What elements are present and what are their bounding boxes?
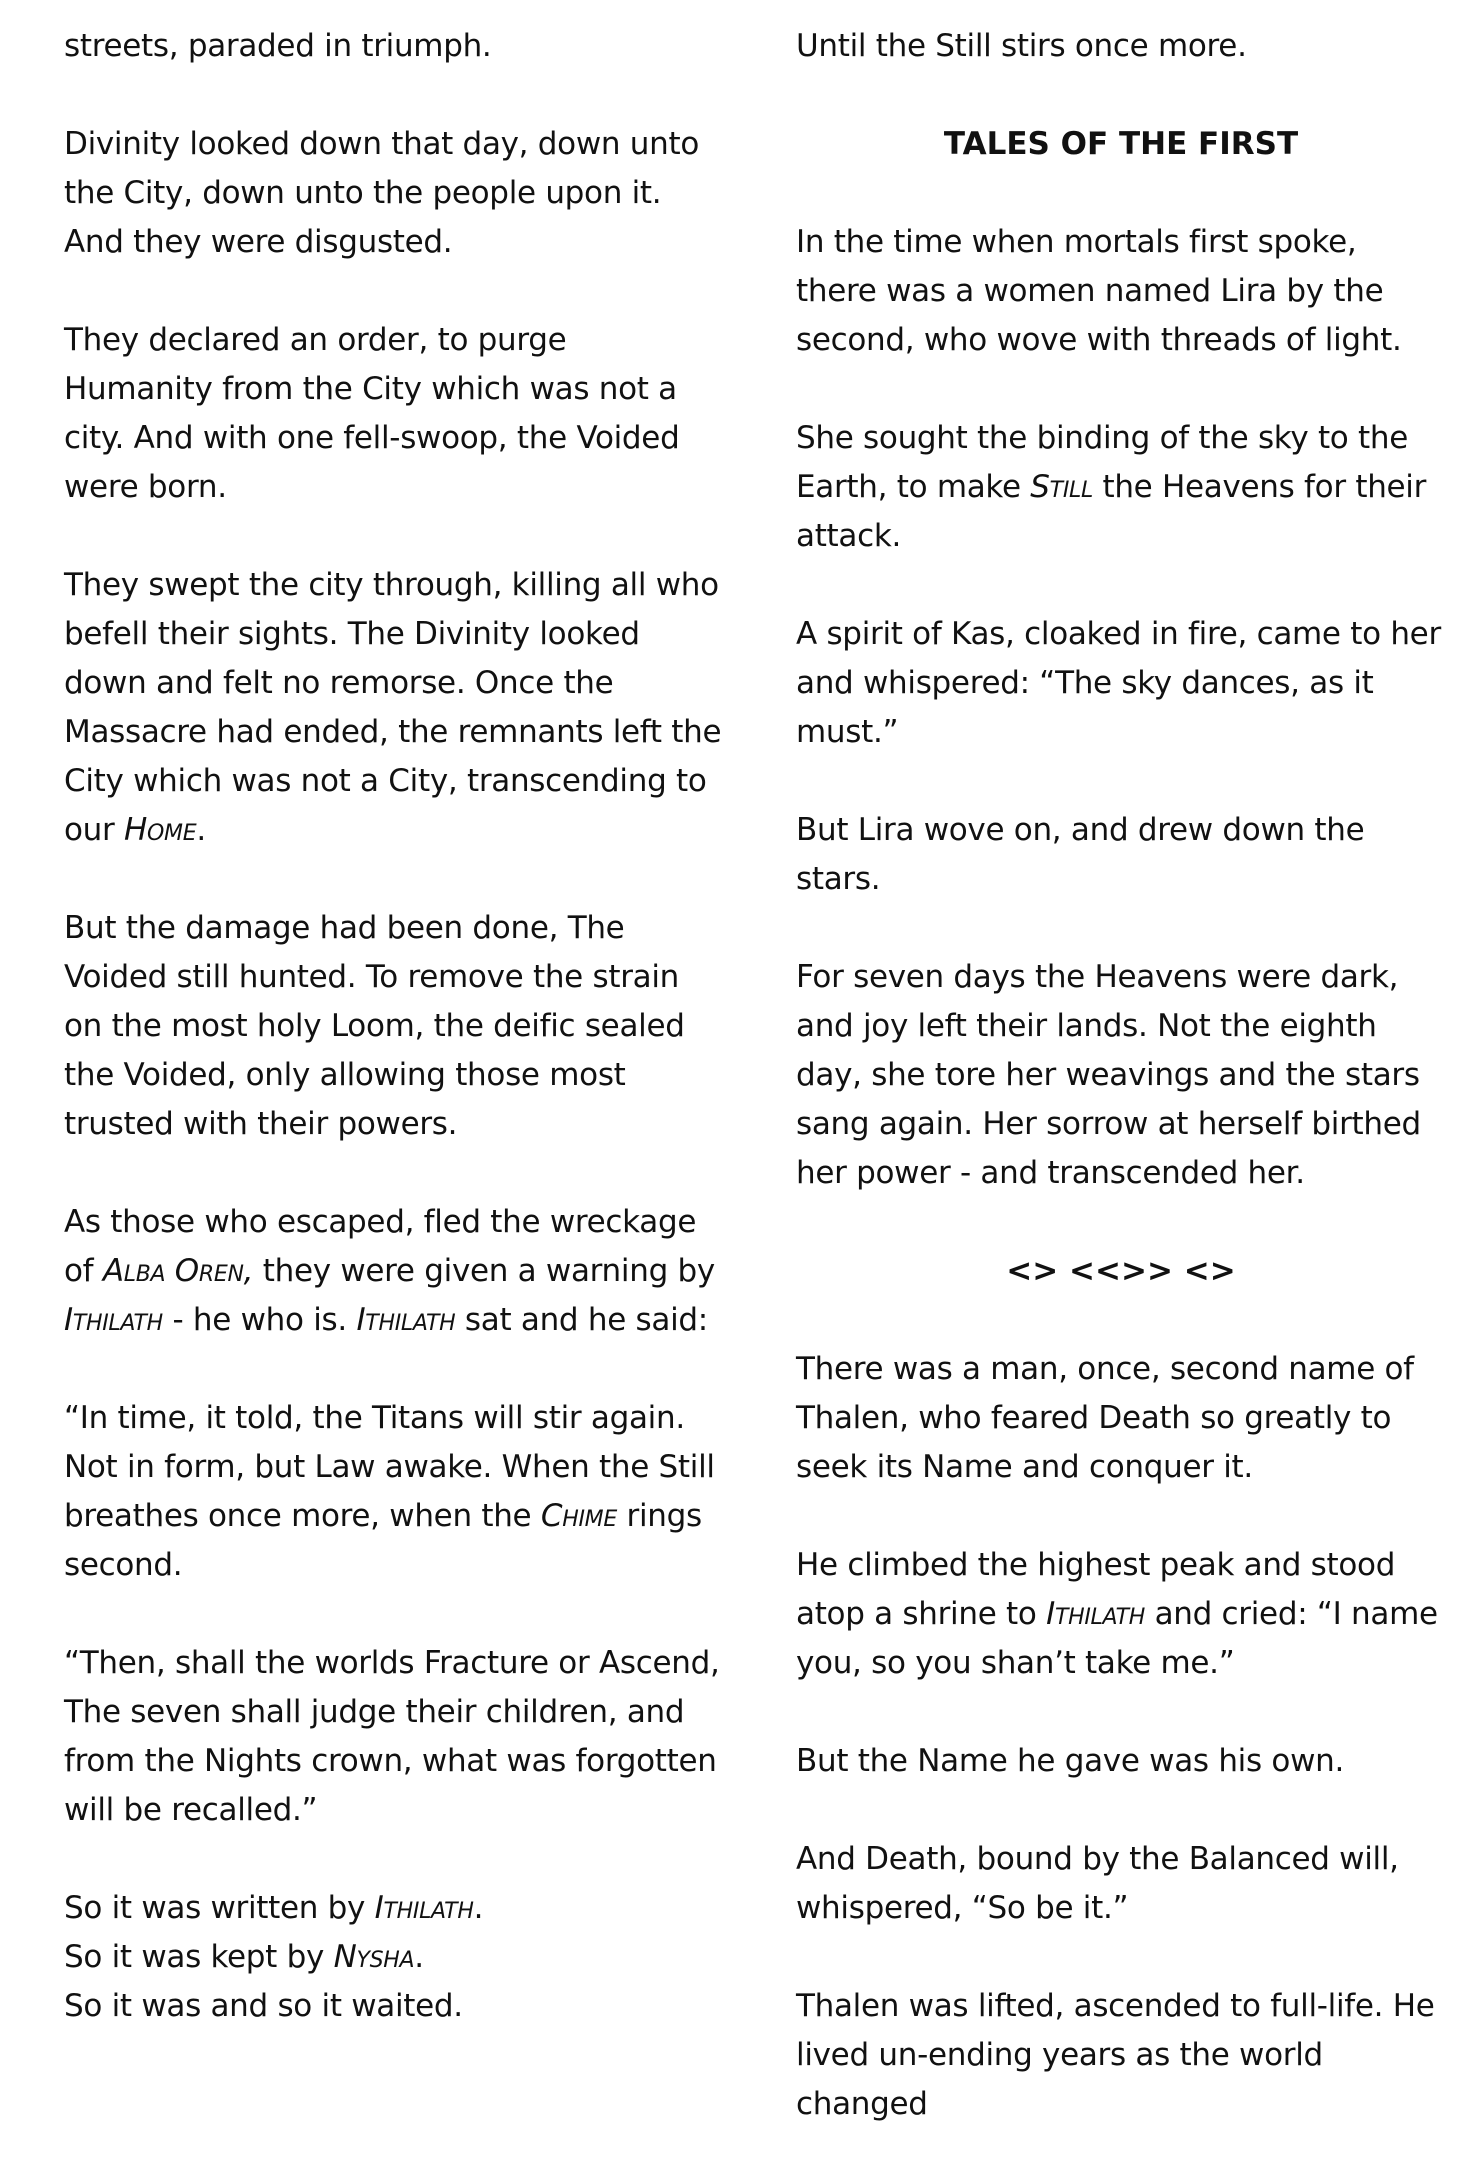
paragraph-prophecy-titans: “In time, it told, the Titans will stir again. Not in form, but Law awake. When the Still breathes once more, when the Chime rings second. (64, 1400, 715, 1583)
closing-line-waited: So it was and so it waited. (64, 1988, 463, 2024)
section-heading: TALES OF THE FIRST (943, 126, 1299, 162)
section-divider: <> <<>> <> (1006, 1253, 1236, 1289)
term-ithilath: Ithilath (356, 1302, 456, 1338)
paragraph-voided-sealed: But the damage had been done, The Voided still hunted. To remove the strain on the most holy Loom, the deific sealed the Voided, only allowing those most trusted with their powers. (64, 910, 685, 1142)
paragraph-closing (64, 1884, 724, 2031)
paragraph-death: And Death, bound by the Balanced will, whispered, “So be it.” (796, 1841, 1399, 1926)
paragraph-thalen: There was a man, once, second name of Thalen, who feared Death so greatly to seek its Name and conquer it. (796, 1351, 1414, 1485)
paragraph-thalen-lifted: Thalen was lifted, ascended to full-life. He lived un-ending years as the world changed (796, 1988, 1435, 2122)
paragraph-lira-wove: But Lira wove on, and drew down the stars. (796, 812, 1365, 897)
paragraph-name-own: But the Name he gave was his own. (796, 1743, 1345, 1779)
paragraph-still-stirs: Until the Still stirs once more. (796, 28, 1247, 64)
paragraph-lira: In the time when mortals first spoke, there was a women named Lira by the second, who wove with threads of light. (796, 224, 1402, 358)
term-ithilath: Ithilath (64, 1302, 163, 1338)
paragraph-purge-order: They declared an order, to purge Humanity from the City which was not a city. And with one fell-swoop, the Voided were born. (64, 322, 680, 505)
term-alba-oren: Alba Oren, (102, 1253, 254, 1289)
term-chime: Chime (540, 1498, 617, 1534)
term-home: Home (124, 812, 197, 848)
paragraph-peak: He climbed the highest peak and stood atop a shrine to Ithilath and cried: “I name you, so you shan’t take me.” (796, 1547, 1438, 1681)
paragraph-streets: streets, paraded in triumph. (64, 28, 492, 64)
paragraph-binding: She sought the binding of the sky to the Earth, to make Still the Heavens for their attack. (796, 420, 1427, 554)
paragraph-massacre: They swept the city through, killing all who befell their sights. The Divinity looked down and felt no remorse. Once the Massacre had ended, the remnants left the City which was not a City, transcending to our Home. (64, 567, 722, 848)
term-ithilath: Ithilath (374, 1890, 474, 1926)
closing-line-kept: So it was kept by Nysha. (64, 1939, 424, 1975)
term-nysha: Nysha (333, 1939, 415, 1975)
paragraph-prophecy-fracture: “Then, shall the worlds Fracture or Ascend, The seven shall judge their children, and from the Nights crown, what was forgotten will be recalled.” (64, 1645, 720, 1828)
paragraph-divinity: Divinity looked down that day, down unto the City, down unto the people upon it. And they were disgusted. (64, 126, 700, 260)
paragraph-seven-days: For seven days the Heavens were dark, and joy left their lands. Not the eighth day, she tore her weavings and the stars sang again. Her sorrow at herself birthed her power - and transcended her. (796, 959, 1421, 1191)
term-still: Still (1030, 469, 1093, 505)
paragraph-warning: As those who escaped, fled the wreckage of Alba Oren, they were given a warning by Ithilath - he who is. Ithilath sat and he said: (64, 1204, 715, 1338)
left-column (64, 22, 724, 2080)
paragraph-spirit-kas: A spirit of Kas, cloaked in fire, came to her and whispered: “The sky dances, as it must.” (796, 616, 1441, 750)
closing-line-written: So it was written by Ithilath. (64, 1890, 484, 1926)
term-ithilath: Ithilath (1046, 1596, 1146, 1632)
right-column (796, 22, 1446, 2178)
